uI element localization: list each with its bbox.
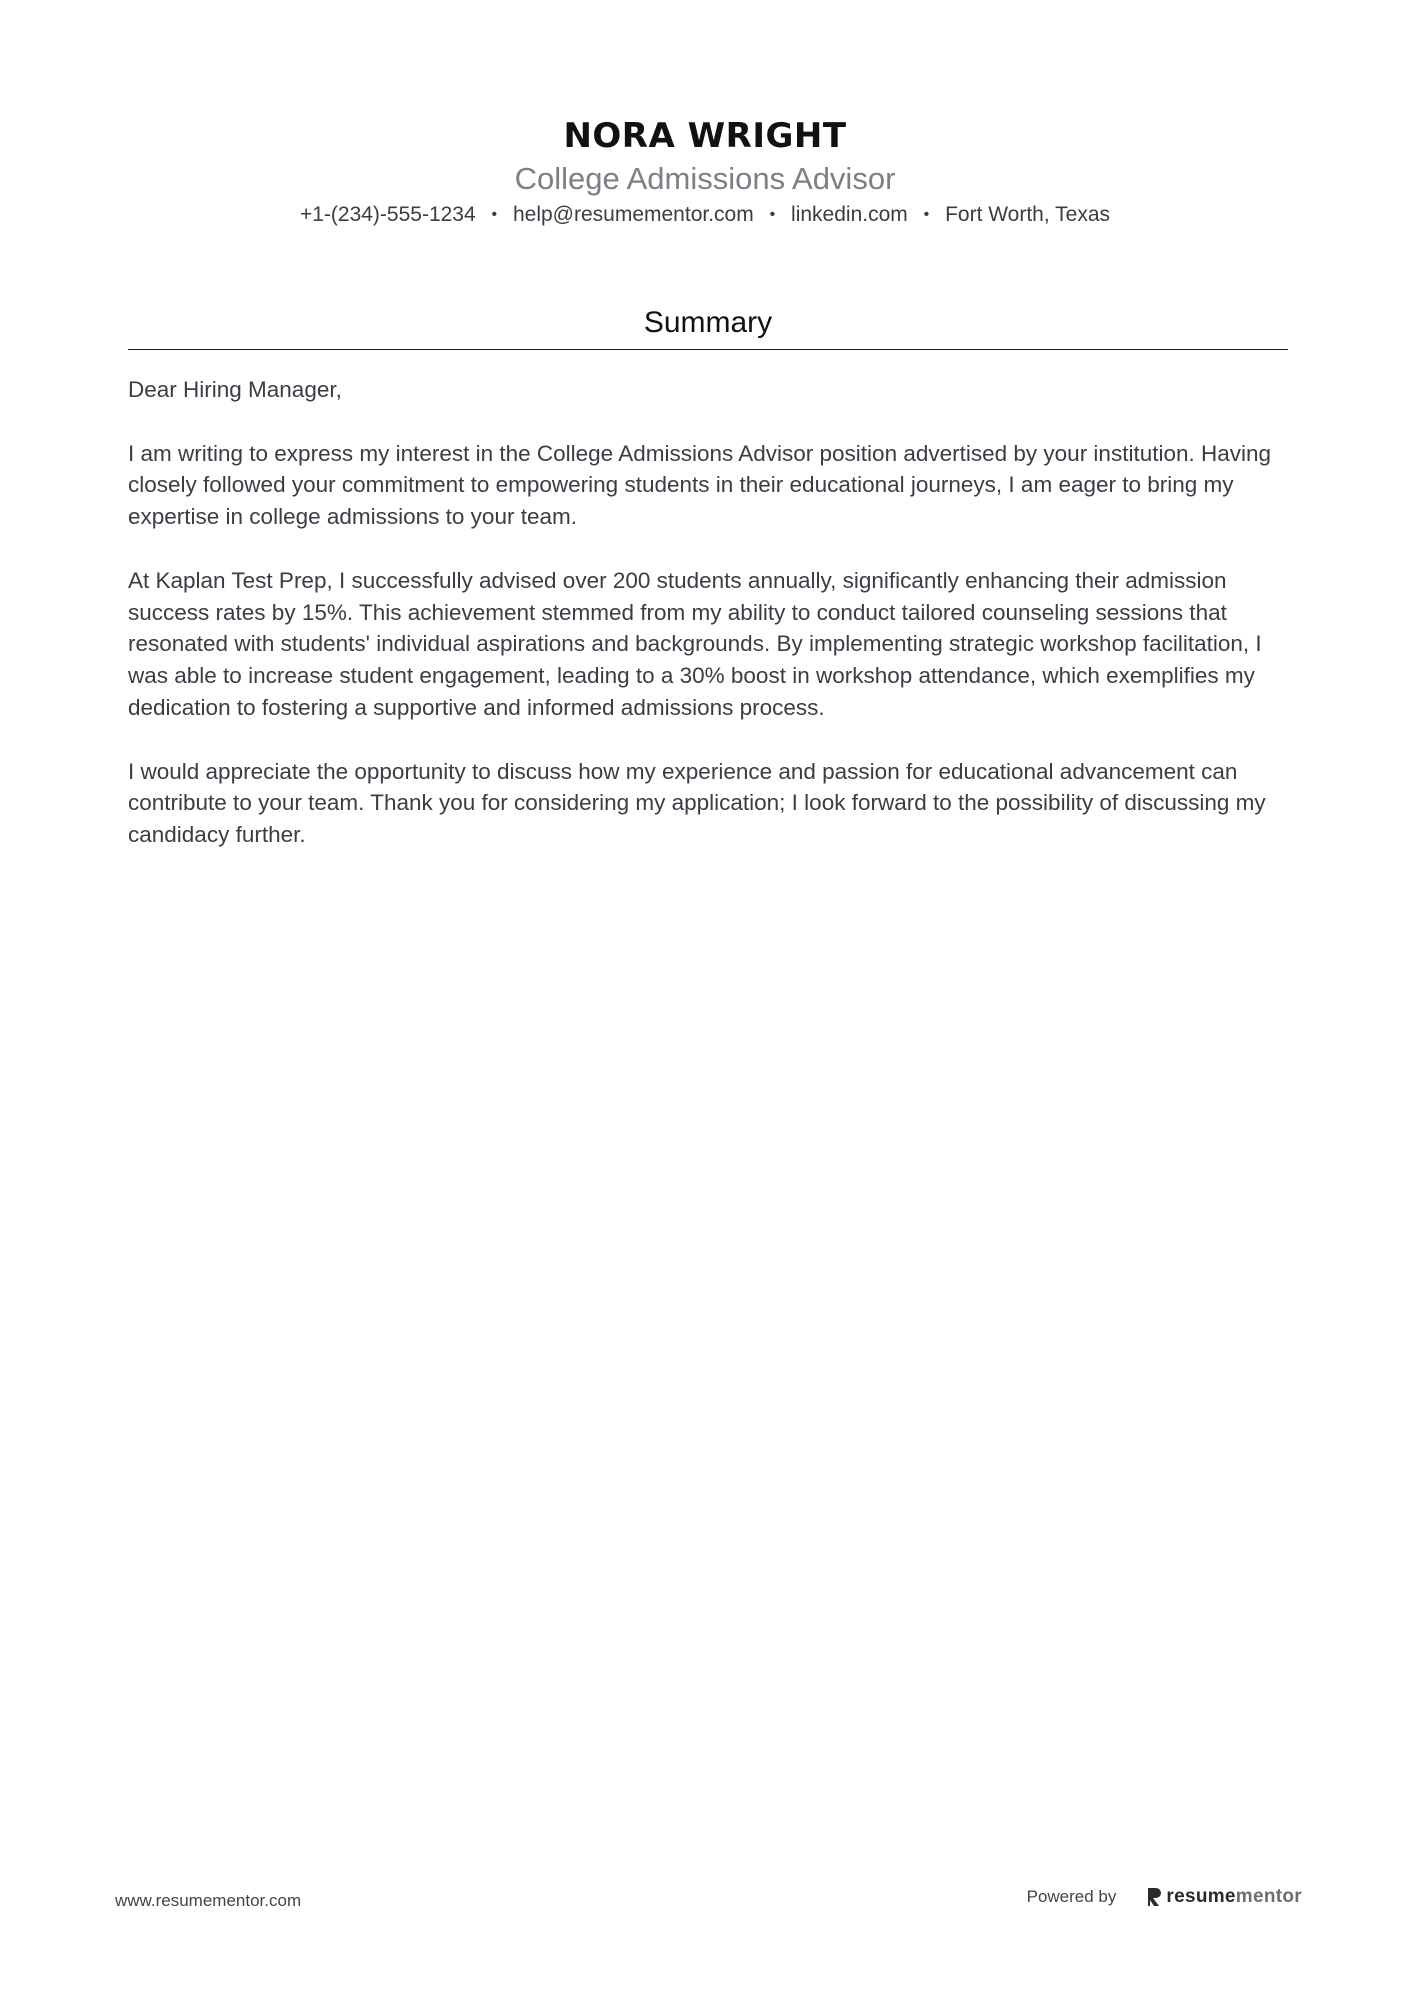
contact-separator: • — [491, 206, 498, 223]
footer-branding — [1027, 1886, 1302, 1908]
candidate-role: College Admissions Advisor — [514, 161, 896, 196]
contact-separator: • — [769, 206, 776, 223]
contact-separator: • — [923, 206, 930, 223]
logo-wordmark-light: mentor — [1235, 1886, 1302, 1907]
cover-letter-body — [128, 374, 1288, 851]
section-title: Summary — [128, 303, 1288, 350]
letter-paragraph: At Kaplan Test Prep, I successfully advised over 200 students annually, significantly enhancing their admission success rates by 15%. This achievement stemmed from my ability to conduct tailored counseling sessions that resonated with students' individual aspirations and backgrounds. By implementing strategic workshop facilitation, I was able to increase student engagement, leading to a 30% boost in workshop attendance, which exemplifies my dedication to fostering a supportive and informed admissions process. — [128, 567, 1262, 720]
contact-line — [0, 200, 1410, 230]
contact-location: Fort Worth, Texas — [945, 203, 1111, 226]
letter-paragraph: I am writing to express my interest in the College Admissions Advisor position advertised by your institution. Having closely followed your commitment to empowering students in their educational journeys, I am eager to bring my expertise in college admissions to your team. — [128, 440, 1272, 530]
contact-linkedin[interactable]: linkedin.com — [791, 203, 908, 226]
powered-by-label: Powered by — [1026, 1887, 1117, 1906]
resumementor-logo[interactable] — [1146, 1886, 1302, 1908]
footer-website[interactable]: www.resumementor.com — [115, 1891, 302, 1910]
contact-phone: +1-(234)-555-1234 — [299, 203, 476, 226]
resume-header — [0, 112, 1410, 230]
summary-section — [128, 303, 1288, 883]
logo-wordmark-bold: resume — [1166, 1886, 1236, 1907]
letter-paragraph: I would appreciate the opportunity to discuss how my experience and passion for educational advancement can contribute to your team. Thank you for considering my application; I look forward to the possibility of discussing my candidacy further. — [128, 758, 1266, 848]
resumementor-logo-icon — [1146, 1887, 1162, 1907]
salutation: Dear Hiring Manager, — [128, 377, 342, 402]
contact-email[interactable]: help@resumementor.com — [512, 203, 754, 226]
logo-wordmark — [1166, 1886, 1302, 1908]
candidate-name: NORA WRIGHT — [563, 116, 847, 156]
